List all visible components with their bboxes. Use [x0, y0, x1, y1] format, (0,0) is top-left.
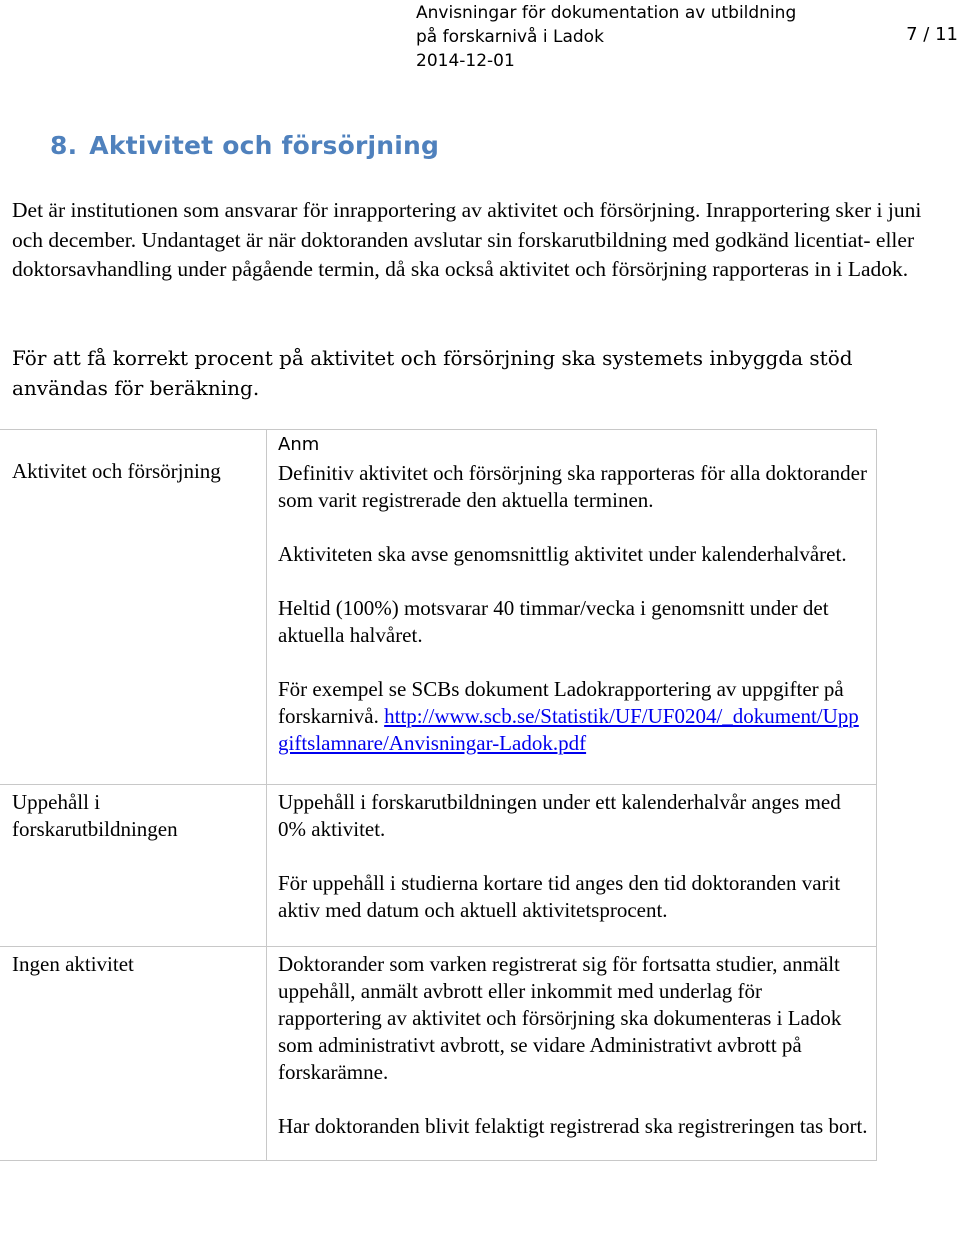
row-notes-cell: [267, 947, 877, 1161]
row-label-cell: [0, 947, 267, 1161]
header-title-line1: Anvisningar för dokumentation av utbildning: [416, 3, 797, 23]
note-text: För uppehåll i studierna kortare tid anges den tid doktoranden varit aktiv med datum och aktuell aktivitetsprocent.: [278, 871, 841, 922]
section-heading: [50, 131, 439, 160]
intro-paragraph-1: Det är institutionen som ansvarar för inrapportering av aktivitet och försörjning. Inrapportering sker i juni och december. Undantaget är när doktoranden avslutar sin forskarutbildning med godkänd licentiat- eller doktorsavhandling under pågående termin, då ska också aktivitet och försörjning rapporteras in i Ladok.: [12, 198, 922, 281]
activity-table: [0, 429, 877, 1161]
note-text: Doktorander som varken registrerat sig för fortsatta studier, anmält uppehåll, anmält avbrott eller inkommit med underlag för rapportering av aktivitet och försörjning ska dokumenteras i Ladok som administrativt avbrott, se vidare Administrativt avbrott på forskarämne.: [278, 952, 842, 1084]
row-notes-cell: [267, 430, 877, 785]
table-row: [0, 430, 877, 785]
note-text: Har doktoranden blivit felaktigt registrerad ska registreringen tas bort.: [278, 1114, 868, 1138]
section-number: 8.: [50, 131, 78, 160]
note-text: Definitiv aktivitet och försörjning ska rapporteras för alla doktorander som varit registrerade den aktuella terminen.: [278, 461, 867, 512]
page-header: [416, 0, 816, 73]
header-title-line2: på forskarnivå i Ladok: [416, 27, 604, 47]
note-text: Uppehåll i forskarutbildningen under ett kalenderhalvår anges med 0% aktivitet.: [278, 790, 841, 841]
section-title: Aktivitet och försörjning: [89, 131, 440, 160]
note-with-link: [278, 676, 868, 757]
note-text: För exempel se SCBs dokument Ladokrapportering av uppgifter på forskarnivå.: [278, 677, 844, 728]
row-label: Aktivitet och försörjning: [12, 459, 221, 483]
row-label: Uppehåll i forskarutbildningen: [12, 790, 178, 841]
table-row: [0, 947, 877, 1161]
table-row: [0, 785, 877, 947]
row-notes-cell: [267, 785, 877, 947]
row-label: Ingen aktivitet: [12, 952, 134, 976]
header-date: 2014-12-01: [416, 51, 515, 71]
note-text: Heltid (100%) motsvarar 40 timmar/vecka i genomsnitt under det aktuella halvåret.: [278, 596, 829, 647]
anm-header: Anm: [278, 434, 320, 455]
note-text: Aktiviteten ska avse genomsnittlig aktivitet under kalenderhalvåret.: [278, 542, 847, 566]
scb-document-link[interactable]: http://www.scb.se/Statistik/UF/UF0204/_dokument/Uppgiftslamnare/Anvisningar-Ladok.pdf: [278, 704, 859, 755]
row-label-cell: [0, 430, 267, 785]
page-number: 7 / 11: [906, 24, 958, 45]
row-label-cell: [0, 785, 267, 947]
intro-paragraph-2: För att få korrekt procent på aktivitet och försörjning ska systemets inbyggda stöd användas för beräkning.: [12, 346, 853, 400]
